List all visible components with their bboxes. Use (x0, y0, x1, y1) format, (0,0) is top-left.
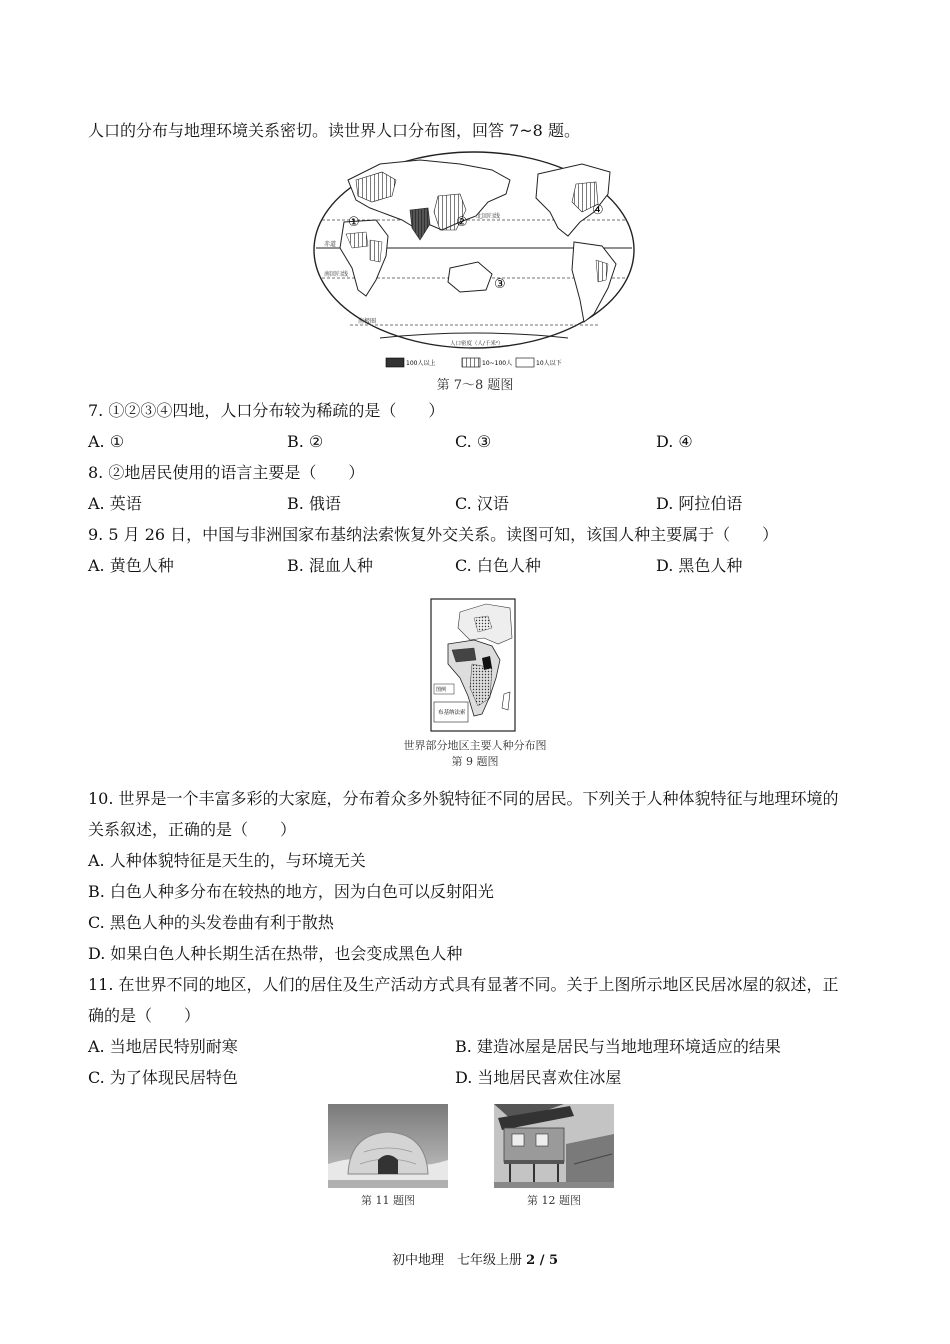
intro-text: 人口的分布与地理环境关系密切。读世界人口分布图，回答 7~8 题。 (88, 121, 580, 140)
lat-label-tropic-capricorn: 南回归线 (324, 271, 349, 278)
race-distribution-map (430, 598, 516, 732)
q11-option-a: A. 当地居民特别耐寒 (88, 1037, 238, 1056)
footer-text: 初中地理 七年级上册 (391, 1253, 522, 1268)
marker-2: ② (456, 215, 468, 230)
legend-label-medium: 10~100人 (482, 360, 513, 367)
q11-option-c: C. 为了体现民居特色 (88, 1068, 238, 1087)
marker-3: ③ (494, 277, 506, 292)
q8-stem: 8. ②地居民使用的语言主要是（ ） (88, 463, 365, 482)
q11-stem-line1: 11. 在世界不同的地区，人们的居住及生产活动方式具有显著不同。关于上图所示地区民居冰屋的叙述，正 (88, 975, 839, 994)
lat-label-tropic-cancer: 北回归线 (476, 213, 501, 220)
legend-label-sparse: 10人以下 (536, 360, 562, 367)
q7-option-d: D. ④ (656, 432, 693, 451)
q8-option-b: B. 俄语 (287, 494, 341, 513)
q10-option-d: D. 如果白色人种长期生活在热带，也会变成黑色人种 (88, 944, 463, 963)
lat-label-equator: 赤道 (324, 241, 337, 248)
q10-stem-line1: 10. 世界是一个丰富多彩的大家庭，分布着众多外貌特征不同的居民。下列关于人种体貌特征与地理环境的 (88, 789, 839, 808)
q11-option-b: B. 建造冰屋是居民与当地地理环境适应的结果 (455, 1037, 781, 1056)
q8-option-d: D. 阿拉伯语 (656, 494, 743, 513)
q8-option-c: C. 汉语 (455, 494, 509, 513)
q7-option-a: A. ① (88, 432, 125, 451)
lat-label-antarctic-circle: 南极圈 (358, 318, 377, 325)
map1-legend-title: 人口密度（人/千米²） (450, 341, 504, 347)
photo11-caption: 第 11 题图 (361, 1194, 415, 1207)
q9-stem: 9. 5 月 26 日，中国与非洲国家布基纳法索恢复外交关系。读图可知，该国人种主要属于（ ） (88, 525, 779, 544)
q9-option-c: C. 白色人种 (455, 556, 541, 575)
q10-option-a: A. 人种体貌特征是天生的，与环境无关 (88, 851, 366, 870)
q10-option-c: C. 黑色人种的头发卷曲有利于散热 (88, 913, 334, 932)
map2-legend-label: 图例 (436, 687, 447, 693)
legend-label-dense: 100人以上 (406, 360, 436, 367)
burkina-faso-label: 布基纳法索 (438, 710, 466, 716)
q9-option-b: B. 混血人种 (287, 556, 373, 575)
map2-caption: 第 9 题图 (451, 755, 499, 768)
q9-option-d: D. 黑色人种 (656, 556, 743, 575)
q11-option-d: D. 当地居民喜欢住冰屋 (455, 1068, 622, 1087)
page-number: 2 / 5 (526, 1253, 559, 1268)
q10-stem-line2: 关系叙述，正确的是（ ） (88, 820, 297, 839)
map1-caption: 第 7～8 题图 (436, 378, 514, 393)
legend-swatch-dense (386, 358, 404, 367)
q7-option-c: C. ③ (455, 432, 492, 451)
igloo-photo (328, 1104, 448, 1188)
q7-stem: 7. ①②③④四地，人口分布较为稀疏的是（ ） (88, 401, 445, 420)
q9-option-a: A. 黄色人种 (88, 556, 174, 575)
legend-swatch-medium (462, 358, 480, 367)
photo12-caption: 第 12 题图 (527, 1194, 581, 1207)
stilt-house-photo (494, 1104, 614, 1188)
world-population-map (310, 150, 638, 372)
q8-option-a: A. 英语 (88, 494, 142, 513)
marker-1: ① (348, 215, 360, 230)
page-footer (0, 1249, 950, 1268)
map2-title: 世界部分地区主要人种分布图 (403, 739, 547, 752)
q7-option-b: B. ② (287, 432, 324, 451)
legend-swatch-sparse (516, 358, 534, 367)
q10-option-b: B. 白色人种多分布在较热的地方，因为白色可以反射阳光 (88, 882, 494, 901)
q11-stem-line2: 确的是（ ） (88, 1006, 201, 1025)
marker-4: ④ (592, 203, 604, 218)
